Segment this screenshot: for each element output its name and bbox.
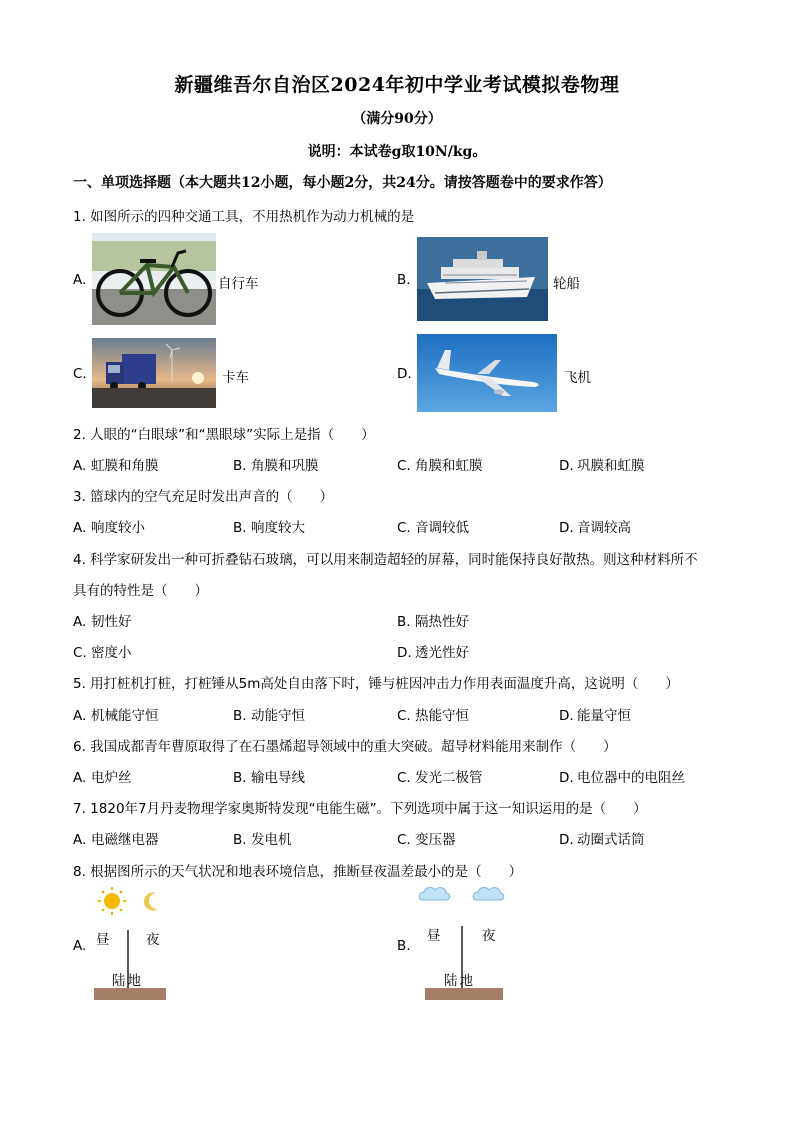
cloud-icon-right [473, 888, 504, 900]
q5-option-d: D. 能量守恒 [559, 708, 631, 724]
question-4-stem-line2: 具有的特性是（ ） [73, 583, 208, 599]
q8-a-day-label: 昼 [96, 932, 110, 948]
exam-title: 新疆维吾尔自治区2024年初中学业考试模拟卷物理 [174, 74, 620, 96]
question-4-stem-line1: 4. 科学家研发出一种可折叠钻石玻璃，可以用来制造超轻的屏幕，同时能保持良好散热。则这种材料所不 [73, 552, 698, 568]
section-heading: 一、单项选择题（本大题共12小题，每小题2分，共24分。请按答题卷中的要求作答） [73, 175, 612, 191]
truck-image [92, 338, 216, 408]
question-6-stem: 6. 我国成都青年曹原取得了在石墨烯超导领域中的重大突破。超导材料能用来制作（ ） [73, 739, 617, 755]
sun-icon [98, 887, 126, 915]
q1-option-c-key: C. [73, 366, 87, 382]
q8-option-a-key: A. [73, 938, 87, 954]
q7-option-c: C. 变压器 [397, 832, 456, 848]
q2-option-b: B. 角膜和巩膜 [233, 458, 319, 474]
cloud-icon-left [419, 888, 450, 900]
q8-a-night-label: 夜 [146, 932, 160, 948]
q1-option-d-key: D. [397, 366, 412, 382]
q8-diagram-a [92, 884, 172, 1004]
q5-option-b: B. 动能守恒 [233, 708, 305, 724]
q3-option-a: A. 响度较小 [73, 520, 145, 536]
q3-option-c: C. 音调较低 [397, 520, 469, 536]
q6-option-c: C. 发光二极管 [397, 770, 483, 786]
full-score: （满分90分） [352, 111, 442, 127]
q1-option-b-label: 轮船 [553, 276, 580, 292]
q6-option-a: A. 电炉丝 [73, 770, 132, 786]
q2-option-a: A. 虹膜和角膜 [73, 458, 159, 474]
q5-option-a: A. 机械能守恒 [73, 708, 159, 724]
q8-b-ground-label: 陆地 [444, 973, 475, 989]
q4-option-b: B. 隔热性好 [397, 614, 469, 630]
question-5-stem: 5. 用打桩机打桩，打桩锤从5m高处自由落下时，锤与桩因冲击力作用表面温度升高，这说明（ ） [73, 676, 679, 692]
q4-option-c: C. 密度小 [73, 645, 132, 661]
bicycle-image [92, 233, 216, 325]
question-7-stem: 7. 1820年7月丹麦物理学家奥斯特发现“电能生磁”。下列选项中属于这一知识运用的是（ ） [73, 801, 647, 817]
q2-option-c: C. 角膜和虹膜 [397, 458, 483, 474]
q1-option-c-label: 卡车 [222, 370, 249, 386]
q8-option-b-key: B. [397, 938, 411, 954]
q1-option-a-key: A. [73, 272, 87, 288]
cruise-ship-image [417, 237, 548, 321]
q6-option-b: B. 输电导线 [233, 770, 305, 786]
q1-option-b-key: B. [397, 272, 411, 288]
q4-option-a: A. 韧性好 [73, 614, 132, 630]
q8-a-ground-label: 陆地 [112, 973, 143, 989]
q8-b-night-label: 夜 [482, 928, 496, 944]
q7-option-b: B. 发电机 [233, 832, 292, 848]
question-3-stem: 3. 篮球内的空气充足时发出声音的（ ） [73, 489, 334, 505]
airplane-image [417, 334, 557, 412]
q8-b-day-label: 昼 [427, 928, 441, 944]
q7-option-a: A. 电磁继电器 [73, 832, 159, 848]
q3-option-b: B. 响度较大 [233, 520, 305, 536]
exam-note: 说明：本试卷g取10N/kg。 [307, 144, 487, 160]
question-1-stem: 1. 如图所示的四种交通工具，不用热机作为动力机械的是 [73, 209, 415, 225]
q5-option-c: C. 热能守恒 [397, 708, 469, 724]
q1-option-d-label: 飞机 [564, 370, 591, 386]
question-2-stem: 2. 人眼的“白眼球”和“黑眼球”实际上是指（ ） [73, 427, 375, 443]
q6-option-d: D. 电位器中的电阻丝 [559, 770, 685, 786]
question-8-stem: 8. 根据图所示的天气状况和地表环境信息，推断昼夜温差最小的是（ ） [73, 864, 523, 880]
q4-option-d: D. 透光性好 [397, 645, 469, 661]
moon-icon [144, 892, 158, 910]
q8-diagram-b [416, 884, 512, 1004]
q7-option-d: D. 动圈式话筒 [559, 832, 645, 848]
q1-option-a-label: 自行车 [218, 276, 259, 292]
q2-option-d: D. 巩膜和虹膜 [559, 458, 645, 474]
q3-option-d: D. 音调较高 [559, 520, 631, 536]
